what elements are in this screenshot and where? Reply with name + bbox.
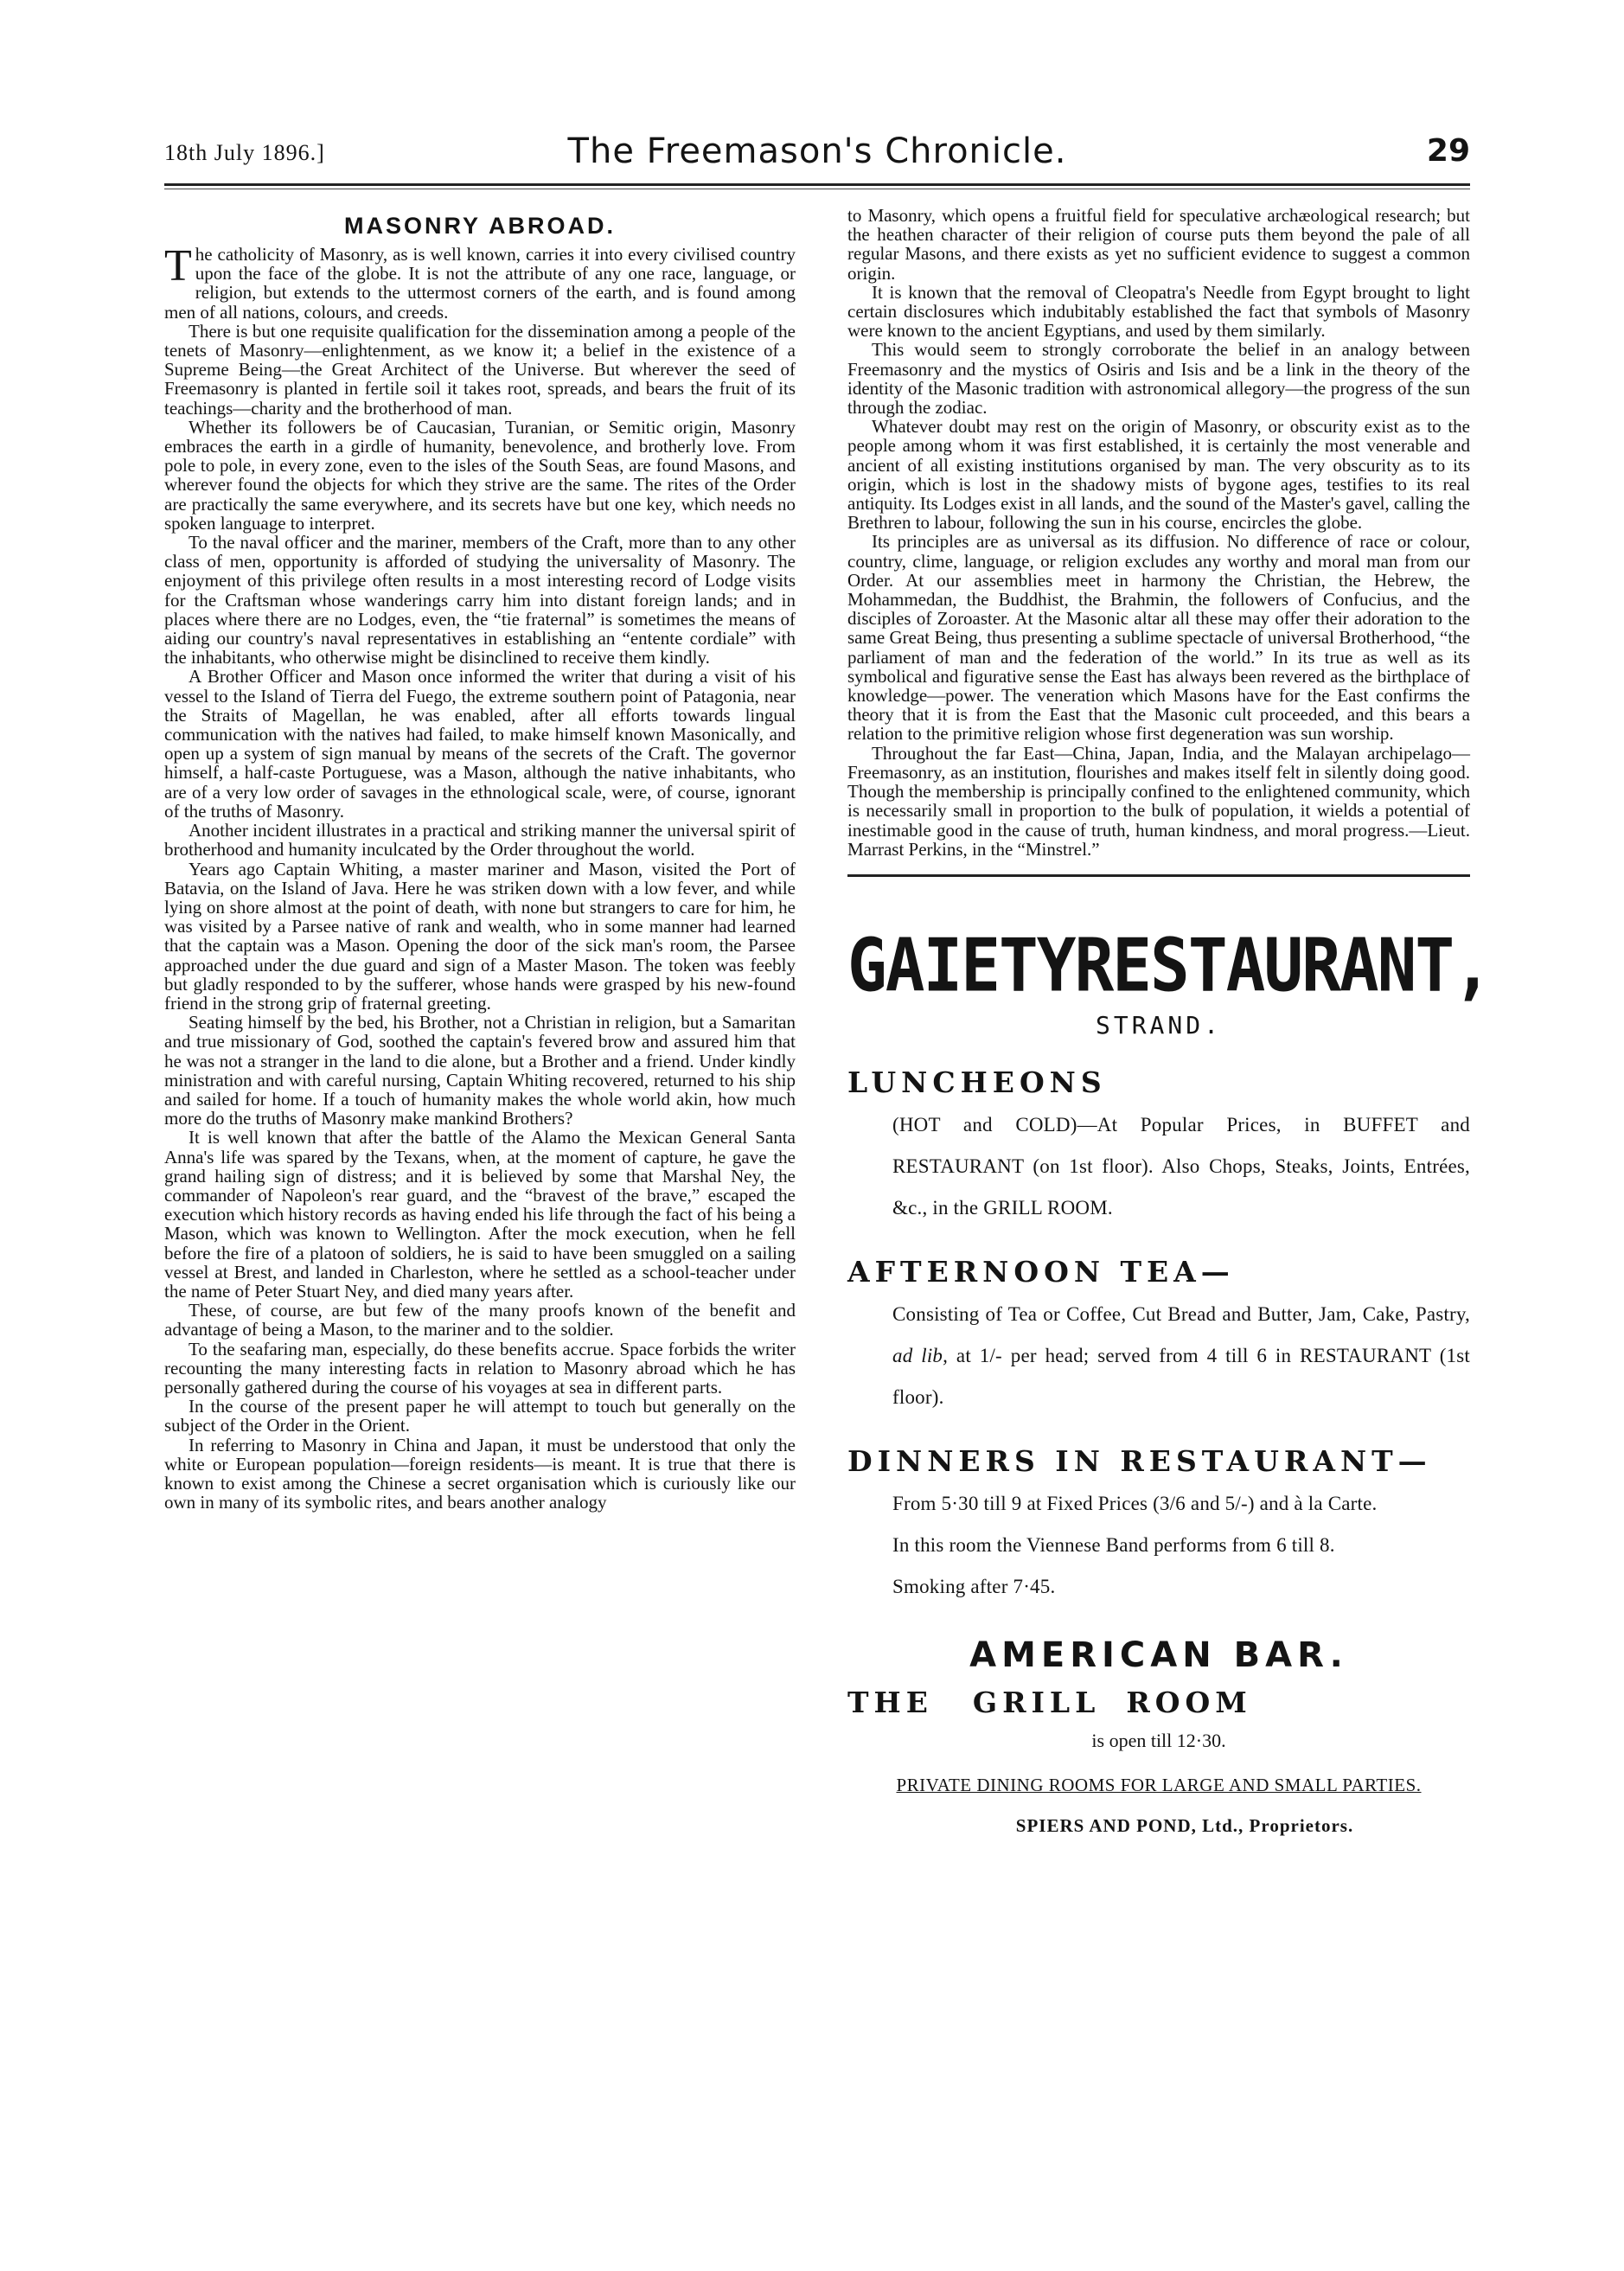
afternoon-tea-text	[892, 1294, 1470, 1418]
article-paragraph: In the course of the present paper he will attempt to touch but generally on the subject of the Order in the Orient.	[164, 1396, 796, 1436]
issue-date: 18th July 1896.]	[164, 140, 325, 165]
left-column	[164, 213, 796, 1512]
dinners-line: In this room the Viennese Band performs from 6 till 8.	[892, 1533, 1335, 1556]
article-paragraph: To the naval officer and the mariner, members of the Craft, more than to any other class of men, opportunity is afforded of studying the universality of Masonry. The enjoyment of this privilege often results in a most interesting record of Lodge visits for the Craftsman whose wanderings carry him into distant foreign lands; and in places where there are no Lodges, even, the “tie fraternal” is sometimes the means of aiding our country's naval representatives in establishing an “entente cordiale” with the inhabitants, who otherwise might be disinclined to receive them kindly.	[164, 532, 796, 669]
tea-text-italic: ad lib,	[892, 1344, 949, 1366]
tea-text-part-2: at 1/- per head; served from 4 till 6 in RESTAURANT (1st floor).	[892, 1344, 1470, 1408]
page-number: 29	[1426, 133, 1470, 169]
article-paragraph: A Brother Officer and Mason once informed the writer that during a visit of his vessel to the Island of Tierra del Fuego, the extreme southern point of Patagonia, near the Straits of Magellan, he was enabled, after all efforts towards lingual communication with the natives had failed, to make himself known Masonically, and open up a system of sign manual by means of the secrets of the Craft. The governor himself, a half-caste Portuguese, was a Mason, although the native inhabitants, who are of a very low order of savages in the ethnological scale, were, of course, ignorant of the truths of Masonry.	[164, 666, 796, 822]
article-paragraph: These, of course, are but few of the many proofs known of the benefit and advantage of being a Mason, to the mariner and to the soldier.	[164, 1300, 796, 1340]
grill-room-heading	[847, 1686, 1470, 1719]
header-rule	[164, 183, 1470, 186]
article-paragraph: Whether its followers be of Caucasian, Turanian, or Semitic origin, Masonry embraces the earth in a girdle of humanity, benevolence, and brotherly love. From pole to pole, in every zone, even to the isles of the South Seas, are found Masons, and wherever found the objects for which they strive are the same. The rites of the Order are practically the same everywhere, and its secrets have but one key, which needs no spoken language to interpret.	[164, 416, 796, 534]
luncheons-heading: LUNCHEONS	[847, 1065, 1107, 1099]
dinners-heading: DINNERS IN RESTAURANT—	[847, 1443, 1432, 1478]
article-paragraph: It is known that the removal of Cleopatra's Needle from Egypt brought to light certain disclosures which indubitably established the fact that symbols of Masonry were known to the ancient Egyptians, and used by them similarly.	[847, 281, 1470, 342]
advert-location: STRAND.	[1095, 1010, 1222, 1040]
dinners-line: Smoking after 7·45.	[892, 1575, 1056, 1597]
grill-room-hours: is open till 12·30.	[1091, 1729, 1226, 1751]
page-header	[164, 130, 1470, 182]
first-paragraph-text: he catholicity of Masonry, as is well known, carries it into every civilised country upon the face of the globe. It is not the attribute of any one race, language, or religion, but extends to the uttermost corners of the earth, and is found among men of all nations, colours, and creeds.	[164, 244, 796, 323]
proprietors-line: SPIERS AND POND, Ltd., Proprietors.	[1015, 1814, 1354, 1836]
advert-title-gaiety: GAIETY	[847, 921, 1075, 1008]
tea-text-part-1: Consisting of Tea or Coffee, Cut Bread and Butter, Jam, Cake, Pastry,	[892, 1302, 1470, 1325]
restaurant-advert	[847, 921, 1491, 1837]
luncheons-text: (HOT and COLD)—At Popular Prices, in BUFFET and RESTAURANT (on 1st floor). Also Chops, Steaks, Joints, Entrées, &c., in the GRILL ROOM.	[892, 1113, 1470, 1219]
masthead-title: The Freemason's Chronicle.	[567, 131, 1067, 171]
article-paragraph: Its principles are as universal as its diffusion. No difference of race or colour, country, clime, language, or religion excludes any worthy and moral man from our Order. At our assemblies meet in harmony the Christian, the Hebrew, the Mohammedan, the Buddhist, the Brahmin, the followers of Confucius, and the disciples of Zoroaster. At the Masonic altar all these may offer their adoration to the same Great Being, thus presenting a sublime spectacle of universal Brotherhood, “the parliament of man and the federation of the world.” In its true as well as its symbolical and figurative sense the East has always been revered as the birthplace of knowledge—power. The veneration which Masons have for the East confirms the theory that it is from the East that the Masonic cult proceeded, and this bears a relation to the primitive religion whose first degeneration was sun worship.	[847, 531, 1470, 745]
dinners-line: From 5·30 till 9 at Fixed Prices (3/6 and 5/-) and à la Carte.	[892, 1492, 1378, 1514]
advert-title-restaurant: RESTAURANT,	[1074, 921, 1491, 1008]
article-title: MASONRY ABROAD.	[343, 213, 616, 239]
article-paragraph: There is but one requisite qualification for the dissemination among a people of the tenets of Masonry—enlightenment, as we know it; a belief in the existence of a Supreme Being—the Great Architect of the Universe. But wherever the seed of Freemasonry is planted in fertile soil it takes root, spreads, and bears the fruit of its teachings—charity and the brotherhood of man.	[164, 320, 796, 419]
article-paragraph: To the seafaring man, especially, do these benefits accrue. Space forbids the writer recounting the many interesting facts in relation to Masonry abroad which he has personally gathered during the course of his voyages at sea in different parts.	[164, 1338, 796, 1398]
advert-title	[847, 921, 1491, 1008]
grill-word: GRILL	[972, 1685, 1101, 1719]
right-column	[847, 205, 1491, 1837]
article-first-paragraph	[164, 241, 796, 323]
article-paragraph: In referring to Masonry in China and Japan, it must be understood that only the white or European population—foreign residents—is meant. It is true that there is known to exist among the Chinese a secret organisation which is curiously like our own in many of its symbolic rites, and bears another analogy	[164, 1434, 796, 1513]
drop-cap: T	[164, 241, 192, 291]
dinners-text	[892, 1483, 1470, 1608]
grill-word: ROOM	[1126, 1685, 1252, 1719]
article-paragraph: This would seem to strongly corroborate the belief in an analogy between Freemasonry and the mystics of Osiris and Isis and be a link in the theory of the identity of the Masonic tradition with astronomical allegory—the progress of the sun through the zodiac.	[847, 339, 1470, 419]
grill-word: THE	[847, 1685, 933, 1719]
article-paragraph: Throughout the far East—China, Japan, India, and the Malayan archipelago—Freemasonry, as an institution, flourishes and makes itself felt in silently doing good. Though the membership is principally confined to the enlightened community, which is necessarily small in proportion to the bulk of population, it wields a potential of inestimable good in the cause of truth, human kindness, and moral progress.—Lieut. Marrast Perkins, in the “Minstrel.”	[847, 742, 1470, 860]
article-paragraph: It is well known that after the battle of the Alamo the Mexican General Santa Anna's life was spared by the Texans, when, at the moment of capture, he gave the grand hailing sign of distress; and it is believed by some that Marshal Ney, the commander of Napoleon's rear guard, and the “bravest of the brave,” escaped the execution which history records as having ended his life through the fact of his being a Mason, which was known to Wellington. After the mock execution, when he fell before the fire of a platoon of soldiers, he is said to have been smuggled on a sailing vessel at Brest, and landed in Charleston, where he settled as a school-teacher under the name of Peter Stuart Ney, and died many years after.	[164, 1127, 796, 1302]
article-paragraph: Seating himself by the bed, his Brother, not a Christian in religion, but a Samaritan and true missionary of God, soothed the captain's fevered brow and assured him that he was not a stranger in the land to die alone, but a Brother and a friend. Under kindly ministration and with careful nursing, Captain Whiting recovered, returned to his ship and sailed for home. If a touch of humanity makes the whole world akin, how much more do the truths of Masonry make mankind Brothers?	[164, 1012, 796, 1129]
article-continuation: to Masonry, which opens a fruitful field for speculative archæological research; but the heathen character of their religion of course puts them beyond the pale of all regular Masons, and there exists as yet no sufficient evidence to suggest a common origin.	[847, 205, 1470, 284]
american-bar-heading: AMERICAN BAR.	[969, 1634, 1348, 1675]
advert-divider	[847, 874, 1470, 877]
article-paragraph: Years ago Captain Whiting, a master mariner and Mason, visited the Port of Batavia, on the Island of Java. Here he was striken down with a low fever, and while lying on shore almost at the point of death, with none but strangers to care for him, he was visited by a Parsee native of rank and wealth, who in some manner had learned that the captain was a Mason. Opening the door of the sick man's room, the Parsee approached under the due guard and sign of a Master Mason. The token was feebly but gladly responded to by the sufferer, whose hands were grasped by his new-found friend in the strong grip of fraternal greeting.	[164, 858, 796, 1014]
private-dining-rooms: PRIVATE DINING ROOMS FOR LARGE AND SMALL PARTIES.	[896, 1774, 1422, 1795]
article-paragraph: Another incident illustrates in a practical and striking manner the universal spirit of brotherhood and humanity inculcated by the Order throughout the world.	[164, 820, 796, 860]
article-paragraph: Whatever doubt may rest on the origin of Masonry, or obscurity exist as to the people among whom it was first established, it is certainly the most venerable and ancient of all existing institutions organised by man. The very obscurity as to its origin, which is lost in the shadowy mists of bygone ages, testifies to its real antiquity. Its Lodges exist in all lands, and the sound of the Master's gavel, calling the Brethren to labour, following the sun in his course, encircles the globe.	[847, 416, 1470, 534]
afternoon-tea-heading: AFTERNOON TEA—	[847, 1254, 1235, 1289]
